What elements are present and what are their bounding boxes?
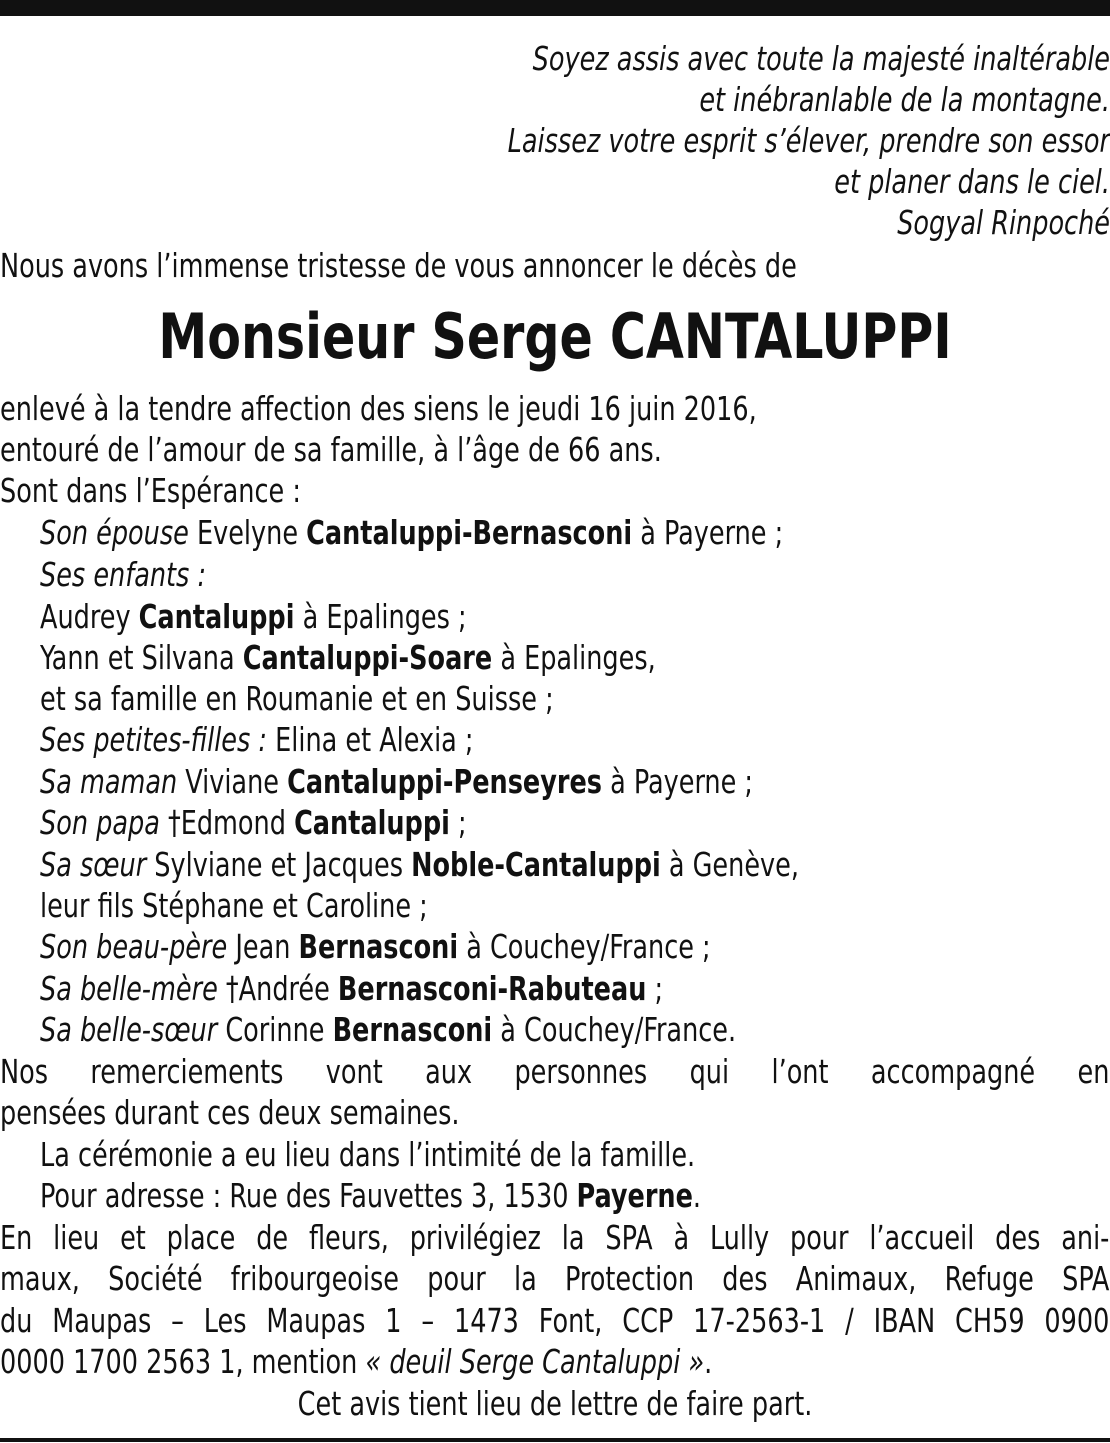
details-line-1: enlevé à la tendre affection des siens le jeudi 16 juin 2016, [0, 389, 757, 428]
family-text: Evelyne [188, 513, 307, 552]
family-line [40, 844, 960, 885]
donation-line-1: En lieu et place de fleurs, privilégiez la SPA à Lully pour l’accueil des ani- [0, 1218, 1110, 1257]
thanks-line-1: Nos remerciements vont aux personnes qui l’ont accompagné en [0, 1052, 1110, 1091]
family-line [40, 554, 960, 595]
intro-text: Nous avons l’immense tristesse de vous annoncer le décès de [0, 246, 797, 285]
family-line [40, 968, 960, 1009]
family-text: Viviane [177, 762, 288, 801]
family-text: à Payerne ; [601, 762, 754, 801]
family-text: à Couchey/France. [492, 1010, 737, 1049]
family-line [40, 719, 960, 760]
donation-text: . [704, 1342, 713, 1381]
family-surname: Bernasconi [298, 927, 459, 966]
family-role: Sa maman [40, 762, 178, 801]
family-line [40, 512, 960, 553]
thanks-line-2: pensées durant ces deux semaines. [0, 1093, 460, 1132]
family-text: à Couchey/France ; [458, 927, 711, 966]
family-surname: Cantaluppi [294, 803, 450, 842]
family-text: ; [646, 969, 664, 1008]
family-line [40, 596, 960, 637]
family-surname: Bernasconi [332, 1010, 493, 1049]
family-surname: Cantaluppi-Soare [242, 638, 493, 677]
family-text: †Edmond [159, 803, 295, 842]
family-line [40, 802, 960, 843]
family-role: Son papa [40, 803, 160, 842]
family-line [40, 926, 960, 967]
details-line-3: Sont dans l’Espérance : [0, 471, 301, 510]
address-city: Payerne [576, 1176, 693, 1215]
quote-line-4: et planer dans le ciel. [834, 162, 1110, 201]
family-role: Ses enfants : [40, 555, 207, 594]
family-line [40, 678, 960, 719]
family-role: Sa belle-sœur [40, 1010, 218, 1049]
donation-line-3: du Maupas – Les Maupas 1 – 1473 Font, CCP 17-2563-1 / IBAN CH59 0900 [0, 1301, 1110, 1340]
deceased-name: Monsieur Serge CANTALUPPI [158, 300, 952, 373]
address-text: Pour adresse : Rue des Fauvettes 3, 1530 [40, 1176, 577, 1215]
family-text: †Andrée [217, 969, 338, 1008]
bottom-rule [0, 1438, 1110, 1442]
family-text: Yann et Silvana [40, 638, 243, 677]
family-role: Ses petites-filles : [40, 720, 268, 759]
family-text: et sa famille en Roumanie et en Suisse ; [40, 679, 554, 718]
family-text: Corinne [217, 1010, 333, 1049]
family-line [40, 1009, 960, 1050]
family-text: à Genève, [660, 845, 799, 884]
quote-line-2: et inébranlable de la montagne. [699, 80, 1110, 119]
family-text: à Epalinges ; [294, 597, 467, 636]
family-text: leur fils Stéphane et Caroline ; [40, 886, 428, 925]
family-surname: Noble-Cantaluppi [411, 845, 661, 884]
family-text: Audrey [40, 597, 139, 636]
family-line [40, 761, 960, 802]
donation-line-4 [0, 1341, 955, 1382]
family-text: Elina et Alexia ; [267, 720, 474, 759]
family-text: Jean [227, 927, 299, 966]
family-text: à Payerne ; [632, 513, 784, 552]
family-line [40, 885, 960, 926]
family-role: Son épouse [40, 513, 189, 552]
family-surname: Bernasconi-Rabuteau [337, 969, 647, 1008]
address-line [40, 1175, 960, 1216]
family-surname: Cantaluppi-Bernasconi [306, 513, 633, 552]
family-surname: Cantaluppi-Penseyres [287, 762, 602, 801]
family-line [40, 637, 960, 678]
family-role: Sa sœur [40, 845, 147, 884]
top-rule [0, 0, 1110, 16]
donation-line-2: maux, Société fribourgeoise pour la Protection des Animaux, Refuge SPA [0, 1259, 1110, 1298]
quote-line-1: Soyez assis avec toute la majesté inaltérable [532, 39, 1110, 78]
family-role: Son beau-père [40, 927, 228, 966]
quote-author: Sogyal Rinpoché [897, 203, 1110, 242]
family-surname: Cantaluppi [138, 597, 295, 636]
ceremony-text: La cérémonie a eu lieu dans l’intimité de la famille. [40, 1135, 696, 1174]
family-text: à Epalinges, [492, 638, 656, 677]
donation-mention: « deuil Serge Cantaluppi » [365, 1342, 705, 1381]
family-role: Sa belle-mère [40, 969, 218, 1008]
address-text: . [692, 1176, 702, 1215]
quote-line-3: Laissez votre esprit s’élever, prendre son essor [507, 121, 1110, 160]
family-text: Sylviane et Jacques [146, 845, 412, 884]
details-line-2: entouré de l’amour de sa famille, à l’âge de 66 ans. [0, 430, 662, 469]
closing-text: Cet avis tient lieu de lettre de faire part. [297, 1384, 813, 1423]
donation-text: 0000 1700 2563 1, mention [0, 1342, 366, 1381]
family-text: ; [449, 803, 467, 842]
